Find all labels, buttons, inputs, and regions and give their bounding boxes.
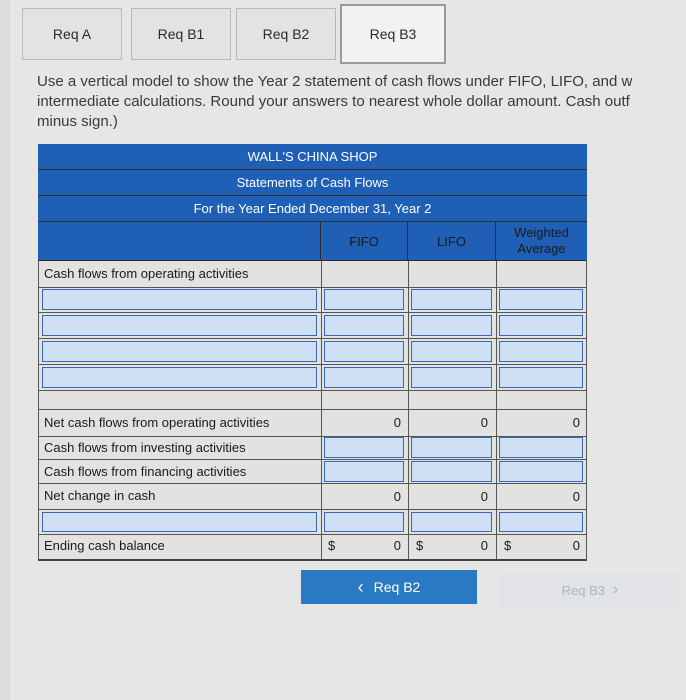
statement-period: For the Year Ended December 31, Year 2 <box>38 196 587 222</box>
ending-cash-weighted-average-currency: $ <box>504 538 512 553</box>
ending-cash-weighted-average: 0 <box>572 538 580 553</box>
beginning-cash-lifo-input[interactable] <box>411 512 492 532</box>
beginning-cash-fifo-input[interactable] <box>324 512 404 532</box>
investing-activities-label: Cash flows from investing activities <box>44 440 246 455</box>
table-row <box>38 339 587 365</box>
instructions-text: Use a vertical model to show the Year 2 statement of cash flows under FIFO, LIFO, and w intermediate calculations. Round your answers to nearest whole dollar amount. Cash outf minus sign.) <box>37 73 633 130</box>
weighted-average-amount-input[interactable] <box>499 341 583 362</box>
weighted-average-amount-input[interactable] <box>499 367 583 388</box>
operating-item-input[interactable] <box>42 367 317 388</box>
net-operating-weighted-average: 0 <box>572 415 580 430</box>
next-button-label: Req B3 <box>561 582 606 598</box>
investing-fifo-input[interactable] <box>324 437 404 458</box>
table-row <box>38 391 587 410</box>
investing-weighted-average-input[interactable] <box>499 437 583 458</box>
tab-req-b1[interactable]: Req B1 <box>131 8 231 60</box>
tab-req-a[interactable]: Req A <box>22 8 122 60</box>
net-change-weighted-average: 0 <box>572 489 580 504</box>
fifo-amount-input[interactable] <box>324 315 404 336</box>
ending-cash-fifo-currency: $ <box>328 538 336 553</box>
column-header-fifo <box>321 222 408 260</box>
chevron-right-icon: › <box>613 581 619 598</box>
column-header-weighted-average <box>496 222 587 260</box>
prev-req-b2-button[interactable] <box>301 570 477 604</box>
net-operating-label: Net cash flows from operating activities <box>44 415 270 430</box>
worksheet <box>10 0 686 700</box>
operating-activities-label: Cash flows from operating activities <box>44 266 249 281</box>
table-row <box>38 261 587 288</box>
ending-cash-label: Ending cash balance <box>44 538 165 553</box>
ending-cash-lifo-currency: $ <box>416 538 424 553</box>
financing-lifo-input[interactable] <box>411 461 492 482</box>
table-row <box>38 535 587 561</box>
table-row <box>38 460 587 484</box>
chevron-left-icon: ‹ <box>357 576 364 597</box>
net-operating-lifo: 0 <box>480 415 488 430</box>
lifo-amount-input[interactable] <box>411 367 492 388</box>
lifo-amount-input[interactable] <box>411 315 492 336</box>
statement-title: Statements of Cash Flows <box>38 170 587 196</box>
column-header-fifo-label: FIFO <box>349 234 379 249</box>
column-header-lifo-label: LIFO <box>437 234 466 249</box>
table-row <box>38 313 587 339</box>
financing-weighted-average-input[interactable] <box>499 461 583 482</box>
table-row <box>38 436 587 460</box>
company-name: WALL'S CHINA SHOP <box>38 144 587 170</box>
net-operating-fifo: 0 <box>393 415 401 430</box>
table-row <box>38 365 587 391</box>
net-change-lifo: 0 <box>480 489 488 504</box>
table-row <box>38 410 587 437</box>
tab-req-b3[interactable]: Req B3 <box>340 4 446 64</box>
fifo-amount-input[interactable] <box>324 341 404 362</box>
beginning-cash-weighted-average-input[interactable] <box>499 512 583 532</box>
operating-item-input[interactable] <box>42 289 317 310</box>
net-change-label: Net change in cash <box>44 488 156 503</box>
financing-fifo-input[interactable] <box>324 461 404 482</box>
prev-button-label: Req B2 <box>373 579 421 595</box>
tab-req-b2[interactable]: Req B2 <box>236 8 336 60</box>
column-header-lifo <box>408 222 496 260</box>
fifo-amount-input[interactable] <box>324 367 404 388</box>
table-row <box>38 484 587 510</box>
weighted-average-amount-input[interactable] <box>499 289 583 310</box>
fifo-amount-input[interactable] <box>324 289 404 310</box>
next-req-b3-button[interactable] <box>500 572 680 608</box>
investing-lifo-input[interactable] <box>411 437 492 458</box>
net-change-fifo: 0 <box>393 489 401 504</box>
table-row <box>38 287 587 313</box>
ending-cash-fifo: 0 <box>393 538 401 553</box>
lifo-amount-input[interactable] <box>411 289 492 310</box>
financing-activities-label: Cash flows from financing activities <box>44 464 247 479</box>
ending-cash-lifo: 0 <box>480 538 488 553</box>
operating-item-input[interactable] <box>42 341 317 362</box>
column-header-weighted-average-label: Weighted Average <box>514 225 569 256</box>
column-header-blank <box>38 222 321 260</box>
lifo-amount-input[interactable] <box>411 341 492 362</box>
weighted-average-amount-input[interactable] <box>499 315 583 336</box>
beginning-cash-label-input[interactable] <box>42 512 317 532</box>
table-row <box>38 510 587 535</box>
operating-item-input[interactable] <box>42 315 317 336</box>
